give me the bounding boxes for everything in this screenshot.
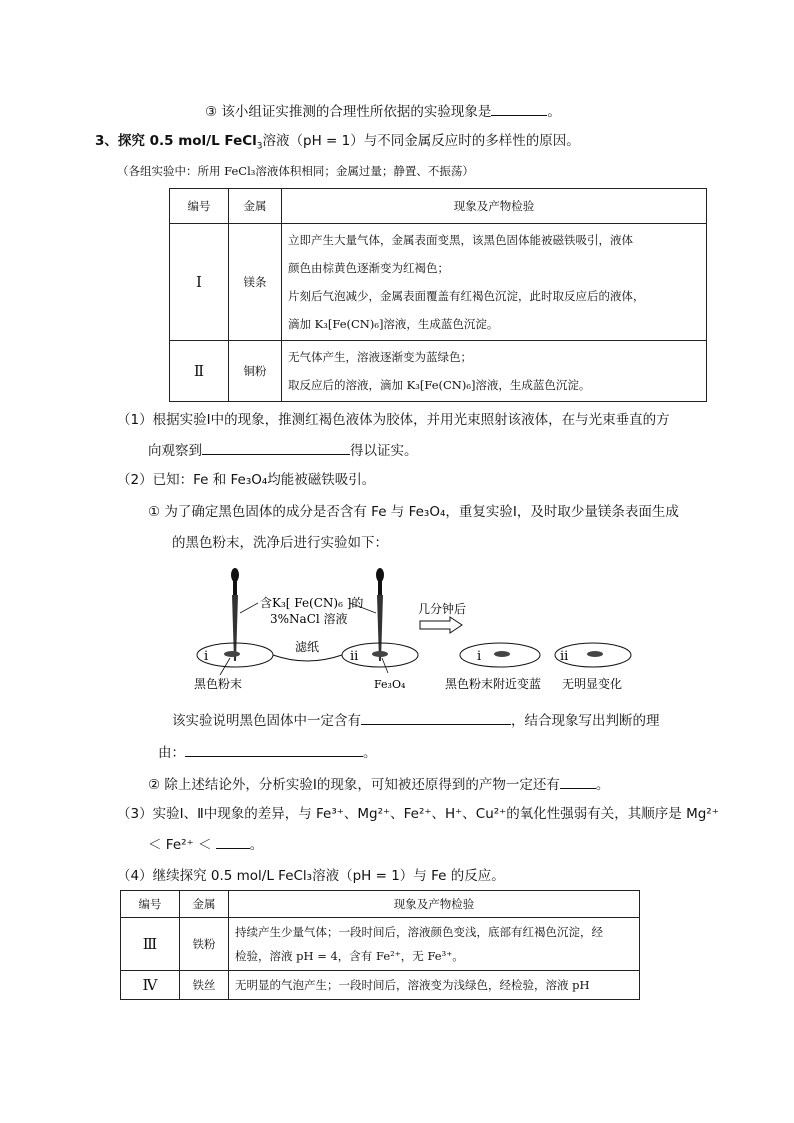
label-no-change: 无明显变化 (562, 677, 623, 691)
conclusion-text-a: 该实验说明黑色固体中一定含有 (172, 713, 361, 729)
cell-line: 持续产生少量气体；一段时间后，溶液颜色变浅，底部有红褐色沉淀，经 (235, 925, 603, 939)
row-phenomena (229, 918, 640, 971)
q3-part2-sub2 (148, 774, 609, 795)
reagent-label-line2: 3%NaCl 溶液 (270, 612, 348, 626)
q2-sub3 (205, 101, 561, 122)
row-id: Ⅱ (170, 341, 229, 402)
sub2-text-b: 。 (595, 777, 610, 793)
cell-line: 立即产生大量气体，金属表面变黑，该黑色固体能被磁铁吸引，液体 (288, 233, 633, 247)
q3-part2-reason (158, 742, 377, 763)
part3-text-b: 。 (249, 837, 264, 853)
right-arrow-icon (420, 617, 462, 633)
cell-line: 无明显的气泡产生；一段时间后，溶液变为浅绿色，经检验，溶液 pH (235, 978, 590, 992)
part1-text-b: 得以证实。 (350, 443, 418, 459)
table-header-row (121, 891, 640, 918)
q3-part1-line2 (148, 440, 418, 461)
cell-line: 检验，溶液 pH = 4，含有 Fe²⁺，无 Fe³⁺。 (235, 949, 464, 963)
row-metal: 镁条 (229, 224, 282, 341)
row-phenomena (282, 341, 707, 402)
answer-blank[interactable] (216, 834, 250, 849)
label-fe3o4: Fe₃O₄ (374, 678, 406, 691)
experiment-table-1 (169, 188, 707, 402)
fe3o4-sample (372, 651, 388, 657)
row-phenomena (282, 224, 707, 341)
row-id: Ⅰ (170, 224, 229, 341)
answer-blank[interactable] (185, 742, 363, 757)
sub2-text-a: ② 除上述结论外，分析实验Ⅰ的现象，可知被还原得到的产物一定还有 (148, 777, 560, 793)
dish-i-label: i (204, 649, 209, 664)
q3-part2-sub1-line1: ① 为了确定黑色固体的成分是否含有 Fe 与 Fe₃O₄，重复实验Ⅰ，及时取少量镁条表面生成 (148, 504, 679, 520)
cell-line: 取反应后的溶液，滴加 K₃[Fe(CN)₆]溶液，生成蓝色沉淀。 (288, 378, 591, 392)
cell-line: 滴加 K₃[Fe(CN)₆]溶液，生成蓝色沉淀。 (288, 317, 499, 331)
dish-ii-label-after: ii (560, 649, 569, 664)
col-header-id: 编号 (121, 891, 180, 918)
col-header-metal: 金属 (229, 189, 282, 224)
q3-part2-line1: （2）已知：Fe 和 Fe₃O₄均能被磁铁吸引。 (117, 472, 376, 488)
label-turns-blue: 黑色粉末附近变蓝 (445, 677, 542, 691)
cell-line: 无气体产生，溶液逐渐变为蓝绿色； (288, 350, 472, 364)
q3-title-sub: 3 (256, 141, 263, 152)
reason-text-a: 由： (158, 745, 185, 761)
table-row (170, 224, 707, 341)
row-metal: 铜粉 (229, 341, 282, 402)
reagent-label-line1: 含K₃[ Fe(CN)₆ ]的 (260, 596, 364, 610)
part1-text-a: 向观察到 (148, 443, 202, 459)
black-powder-sample (224, 651, 240, 657)
table-row (121, 918, 640, 971)
col-header-phenomena: 现象及产物检验 (229, 891, 640, 918)
row-id: Ⅳ (121, 971, 180, 1000)
q3-part2-sub1-line2: 的黑色粉末，洗净后进行实验如下： (172, 535, 388, 551)
row-metal: 铁丝 (180, 971, 229, 1000)
answer-blank[interactable] (202, 440, 350, 455)
answer-blank[interactable] (491, 101, 547, 116)
answer-blank[interactable] (560, 774, 596, 789)
cell-line: 颜色由棕黄色逐渐变为红褐色； (288, 261, 449, 275)
dropper-icon (376, 568, 384, 661)
arrow-label: 几分钟后 (418, 602, 467, 616)
table-row (121, 971, 640, 1000)
q3-part2-conclusion (172, 710, 660, 731)
label-black-powder: 黑色粉末 (194, 677, 243, 691)
dish-i-label-after: i (477, 649, 482, 664)
dish-ii-label: ii (350, 649, 359, 664)
q2-sub3-text: ③ 该小组证实推测的合理性所依据的实验现象是 (205, 104, 492, 120)
row-phenomena (229, 971, 640, 1000)
col-header-metal: 金属 (180, 891, 229, 918)
part3-text-a: ＜ Fe²⁺ ＜ (148, 837, 216, 853)
q2-sub3-tail: 。 (547, 104, 561, 120)
row-id: Ⅲ (121, 918, 180, 971)
reason-text-b: 。 (363, 745, 377, 761)
col-header-phenomena: 现象及产物检验 (282, 189, 707, 224)
row-metal: 铁粉 (180, 918, 229, 971)
conclusion-text-b: ，结合现象写出判断的理 (511, 713, 660, 729)
table-header-row (170, 189, 707, 224)
q3-title-rest: 溶液（pH = 1）与不同金属反应时的多样性的原因。 (262, 133, 580, 149)
cell-line: 片刻后气泡减少，金属表面覆盖有红褐色沉淀，此时取反应后的液体， (288, 289, 645, 303)
q3-part4-line1: （4）继续探究 0.5 mol/L FeCl₃溶液（pH = 1）与 Fe 的反应。 (117, 868, 505, 884)
q3-title-text: 3、探究 0.5 mol/L FeCl (95, 133, 257, 149)
experiment-table-2 (120, 890, 640, 1000)
q3-title (95, 131, 580, 157)
q3-part1-line1: （1）根据实验Ⅰ中的现象，推测红褐色液体为胶体，并用光束照射该液体，在与光束垂直的方 (117, 412, 670, 428)
col-header-id: 编号 (170, 189, 229, 224)
dropper-icon (231, 568, 239, 661)
experiment-diagram (190, 565, 640, 695)
answer-blank[interactable] (361, 710, 511, 725)
q3-part3-line2 (148, 834, 263, 855)
table-row (170, 341, 707, 402)
filter-paper-label: 滤纸 (295, 640, 320, 654)
q3-note: （各组实验中：所用 FeCl₃溶液体积相同；金属过量；静置、不振荡） (117, 164, 474, 178)
q3-part3-line1: （3）实验Ⅰ、Ⅱ中现象的差异，与 Fe³⁺、Mg²⁺、Fe²⁺、H⁺、Cu²⁺的氧化性强弱有关，其顺序是 Mg²⁺ (117, 806, 719, 822)
